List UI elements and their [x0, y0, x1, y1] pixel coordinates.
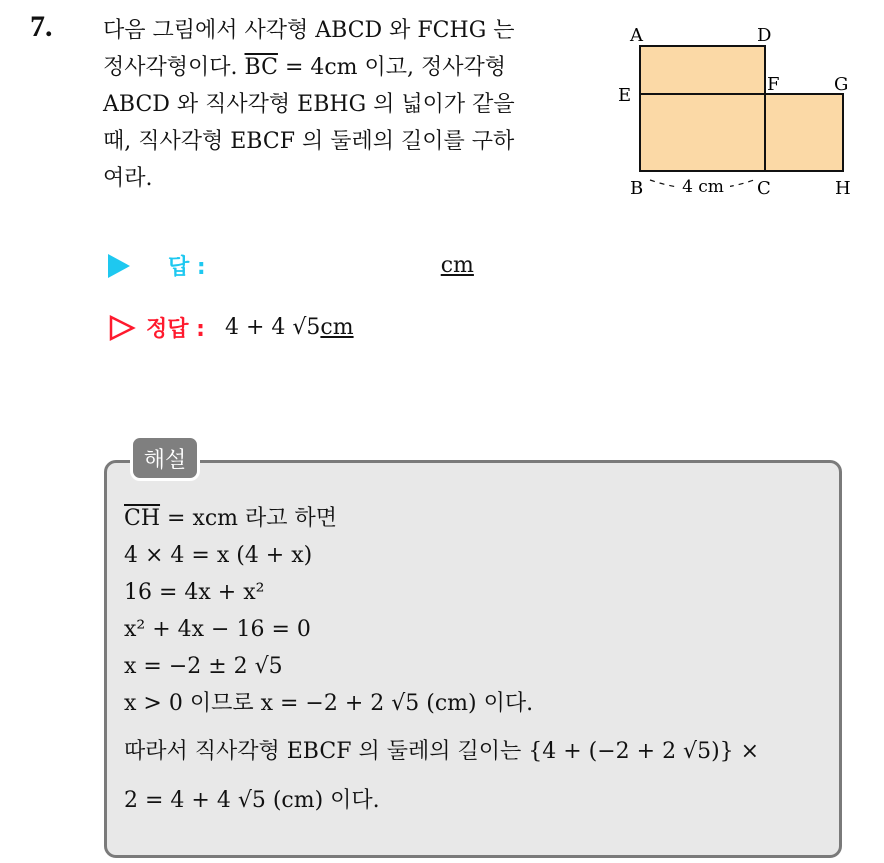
question-text: [103, 12, 603, 197]
segment-ch: $\overline{CH}$: [124, 506, 161, 531]
solution-tag: 해설: [130, 435, 200, 481]
solution-line: x = −2 ± 2 √5: [124, 654, 283, 679]
solution-line: 따라서 직사각형 EBCF 의 둘레의 길이는 {4 + (−2 + 2 √5)} ×: [124, 739, 760, 764]
solution-lines: [124, 500, 836, 819]
square-abcd: [640, 46, 765, 171]
solution-line: 4 × 4 = x (4 + x): [124, 543, 313, 568]
solution-line: x > 0 이므로 x = −2 + 2 √5 (cm) 이다.: [124, 691, 534, 716]
answer-unit: cm: [440, 253, 474, 278]
question-line: 때, 직사각형 EBCF 의 둘레의 길이를 구하: [103, 129, 515, 154]
correct-answer-label: 정답 :: [146, 317, 205, 342]
bc-length-label: 4 cm: [682, 177, 724, 197]
solution-fragment: = xcm 라고 하면: [160, 506, 338, 531]
answer-label: 답 :: [168, 255, 206, 280]
question-line: ABCD 와 직사각형 EBHG 의 넓이가 같을: [103, 92, 515, 117]
question-line: 다음 그림에서 사각형 ABCD 와 FCHG 는: [103, 18, 515, 43]
outline-triangle-icon: [108, 314, 136, 342]
label-c: C: [757, 178, 771, 199]
solution-line: 16 = 4x + x²: [124, 580, 265, 605]
correct-answer-value: 4 + 4 √5: [224, 315, 321, 340]
label-e: E: [618, 85, 632, 106]
segment-bc: $\overline{BC}$: [244, 55, 278, 80]
question-line: 여라.: [103, 166, 153, 191]
play-triangle-icon: [108, 254, 130, 278]
correct-answer-row: [108, 312, 354, 343]
label-h: H: [835, 178, 851, 199]
question-number: 7.: [30, 10, 53, 43]
solution-line: 2 = 4 + 4 √5 (cm) 이다.: [124, 788, 380, 813]
correct-answer-unit: cm: [320, 315, 354, 340]
question-fragment: = 4cm 이고, 정사각형: [284, 55, 507, 80]
label-f: F: [767, 74, 780, 95]
label-a: A: [630, 25, 643, 46]
solution-line: x² + 4x − 16 = 0: [124, 617, 311, 642]
answer-row: [108, 250, 474, 281]
label-b: B: [630, 178, 644, 199]
label-g: G: [834, 74, 849, 95]
square-fchg: [765, 94, 843, 171]
question-line: [103, 49, 603, 86]
geometry-figure: [614, 18, 864, 208]
label-d: D: [757, 25, 772, 46]
solution-line: [124, 500, 836, 537]
question-fragment: 정사각형이다.: [103, 55, 238, 80]
